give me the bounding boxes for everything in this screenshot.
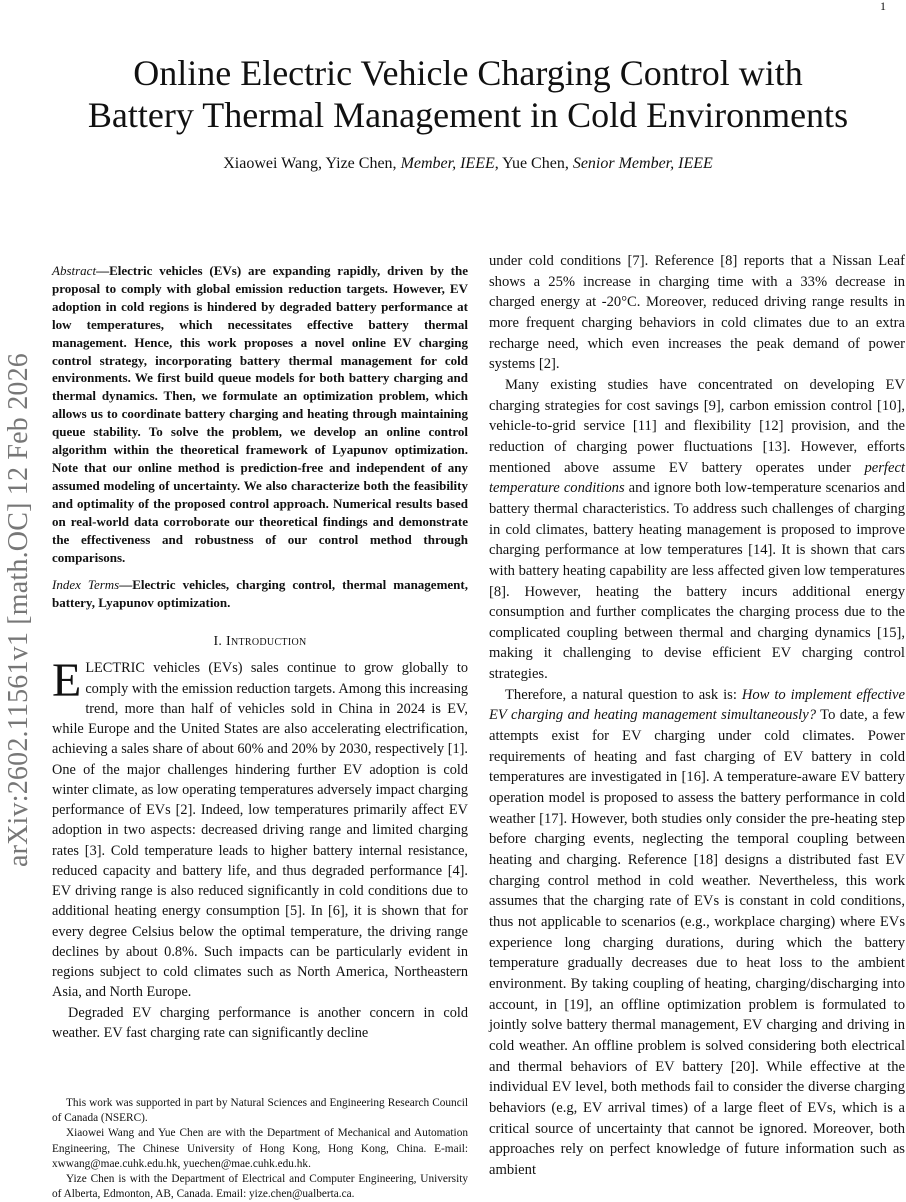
intro-paragraph-1: [52, 654, 468, 1002]
intro-paragraph-2: Degraded EV charging performance is another concern in cold weather. EV fast charging rate can significantly decline: [52, 1004, 468, 1041]
intro-paragraph-1-text: LECTRIC vehicles (EVs) sales continue to grow globally to comply with the emission reduction targets. Among this increasing trend, more than half of vehicles sold in China in 2024 is EV, while Europe and the United States are also accelerating electrification, achieving a sales share of about 60% and 20% by 2030, respectively [1]. One of the major challenges hindering further EV adoption is cold winter climate, as low operating temperatures adversely impact charging performance of EVs [2]. Indeed, low temperatures primarily affect EV adoption in two aspects: decreased driving range and limited charging rates [3]. Cold temperature leads to higher battery internal resistance, reduced capacity and battery life, and thus degraded performance [4]. EV driving range is also reduced significantly in cold conditions due to additional heating energy consumption [5]. In [6], it is shown that for every degree Celsius below the optimal temperature, the driving range declines by about 0.8%. Such impacts can be particularly evident in regions subject to cold climates such as North America, Northeastern Asia, and North Europe.: [52, 660, 468, 1001]
footnote-funding: This work was supported in part by Natural Sciences and Engineering Research Council of Canada (NSERC).: [52, 1097, 468, 1125]
right-paragraph-2a: Many existing studies have concentrated on developing EV charging strategies for cost savings [9], carbon emission control [10], vehicle-to-grid service [11] and flexibility [12] provision, and the reduction of charging power fluctuations [13]. However, efforts mentioned above assume EV battery operates under: [489, 376, 905, 476]
right-paragraph-2b: and ignore both low-temperature scenarios and battery thermal characteristics. To address such challenges of charging in cold climates, battery heating management is proposed to improve charging performance at low temperatures [14]. It is shown that cars with battery heating capability are less affected given low temperatures [8]. However, heating the battery incurs additional energy consumption and further complicates the charging process due to the complicated coupling between thermal and charging dynamics [15], making it challenging to devise efficient EV charging control strategies.: [489, 480, 905, 683]
paper-title: [40, 52, 896, 136]
right-paragraph-3: [489, 685, 905, 1181]
section-heading-introduction: [52, 632, 468, 652]
title-line-2: Battery Thermal Management in Cold Environments: [87, 95, 849, 135]
arxiv-sidebar: [2, 280, 36, 940]
research-question: How to implement effective EV charging and heating management simultaneously?: [489, 686, 906, 724]
title-line-1: Online Electric Vehicle Charging Control with: [133, 53, 803, 93]
abstract: [52, 262, 468, 566]
author-role-1: Member, IEEE: [400, 155, 495, 172]
right-paragraph-1: under cold conditions [7]. Reference [8] reports that a Nissan Leaf shows a 25% increase in charging time with a 33% decrease in charged energy at -20°C. Moreover, reduced driving range results in more frequent charging behaviors in cold climates due to an extra recharge need, which even increases the peak demand of power systems [2].: [489, 253, 905, 373]
page-number: 1: [880, 0, 886, 13]
index-terms: [52, 576, 468, 612]
footnote-affiliation-2: Yize Chen is with the Department of Electrical and Computer Engineering, University of Alberta, Edmonton, AB, Canada. Email: yize.chen@ualberta.ca.: [52, 1173, 468, 1201]
author-role-2: Senior Member, IEEE: [572, 155, 713, 172]
authors-part-1: Xiaowei Wang, Yize Chen,: [223, 155, 401, 172]
right-column: [489, 251, 905, 1181]
authors-part-2: , Yue Chen,: [494, 155, 573, 172]
abstract-text: —Electric vehicles (EVs) are expanding rapidly, driven by the proposal to comply with global emission reduction targets. However, EV adoption in cold regions is hindered by degraded battery performance at low temperatures, which necessitates effective battery thermal management. Hence, this work proposes a novel online EV charging control strategy, incorporating battery thermal management for cold environments. We first build queue models for both battery charging and thermal dynamics. Then, we formulate an optimization problem, which allows us to coordinate battery charging and heating through maintaining queue stability. To solve the problem, we develop an online control algorithm within the theoretical framework of Lyapunov optimization. Note that our online method is prediction-free and independent of any assumed modeling of uncertainty. We also characterize both the feasibility and optimality of the proposed control approach. Numerical results based on real-world data corroborate our theoretical findings and demonstrate the effectiveness and robustness of our control method through comparisons.: [52, 263, 468, 565]
right-paragraph-2-emphasis: perfect temperature conditions: [489, 459, 905, 497]
author-list: [40, 154, 896, 174]
footnotes: [52, 1096, 468, 1202]
drop-cap: E: [52, 654, 82, 708]
section-number: I.: [213, 634, 227, 650]
section-title: Introduction: [226, 634, 307, 650]
left-column: [52, 262, 468, 1043]
footnote-affiliation-1: Xiaowei Wang and Yue Chen are with the Department of Mechanical and Automation Engineering, The Chinese University of Hong Kong, Hong Kong, China. E-mail: xwwang@mae.cuhk.edu.hk, yuechen@mae.cuhk.edu.hk.: [52, 1127, 468, 1170]
index-terms-label: Index Terms: [52, 577, 120, 593]
right-paragraph-3a: Therefore, a natural question to ask is:: [505, 686, 742, 703]
right-paragraph-2: [489, 375, 905, 685]
right-paragraph-3b: To date, a few attempts exist for EV charging under cold climates. Power requirements of heating and fast charging of EV battery in cold temperatures are investigated in [16]. A temperature-aware EV battery operation model is proposed to assess the battery performance in cold weather [17]. However, both studies only consider the pre-heating step before charging events, neglecting the temporal coupling between heating and charging. Reference [18] designs a distributed fast EV charging control method in cold weather. Nevertheless, this work assumes that the charging rate of EVs is constant in cold conditions, thus not applicable to scenarios (e.g., workplace charging) where EVs experience long charging durations, during which the battery temperature gradually decreases due to heat loss to the ambient environment. By taking coupling of heating, charging/discharging into account, in [19], an offline optimization problem is formulated to jointly solve battery thermal management, EV charging and driving in cold weather. An offline problem is solved considering both electrical and thermal behaviors of EV battery [20]. While effective at the individual EV level, both methods fail to consider the diverse charging behaviors (e.g, EV arrival times) of a large fleet of EVs, which is a critical source of uncertainty that cannot be ignored. Moreover, both approaches rely on perfect knowledge of future information such as ambient: [489, 707, 905, 1178]
arxiv-identifier: arXiv:2602.11561v1 [math.OC] 12 Feb 2026: [3, 352, 34, 868]
index-terms-text: —Electric vehicles, charging control, thermal management, battery, Lyapunov optimization.: [52, 577, 468, 611]
abstract-label: Abstract: [52, 263, 97, 278]
